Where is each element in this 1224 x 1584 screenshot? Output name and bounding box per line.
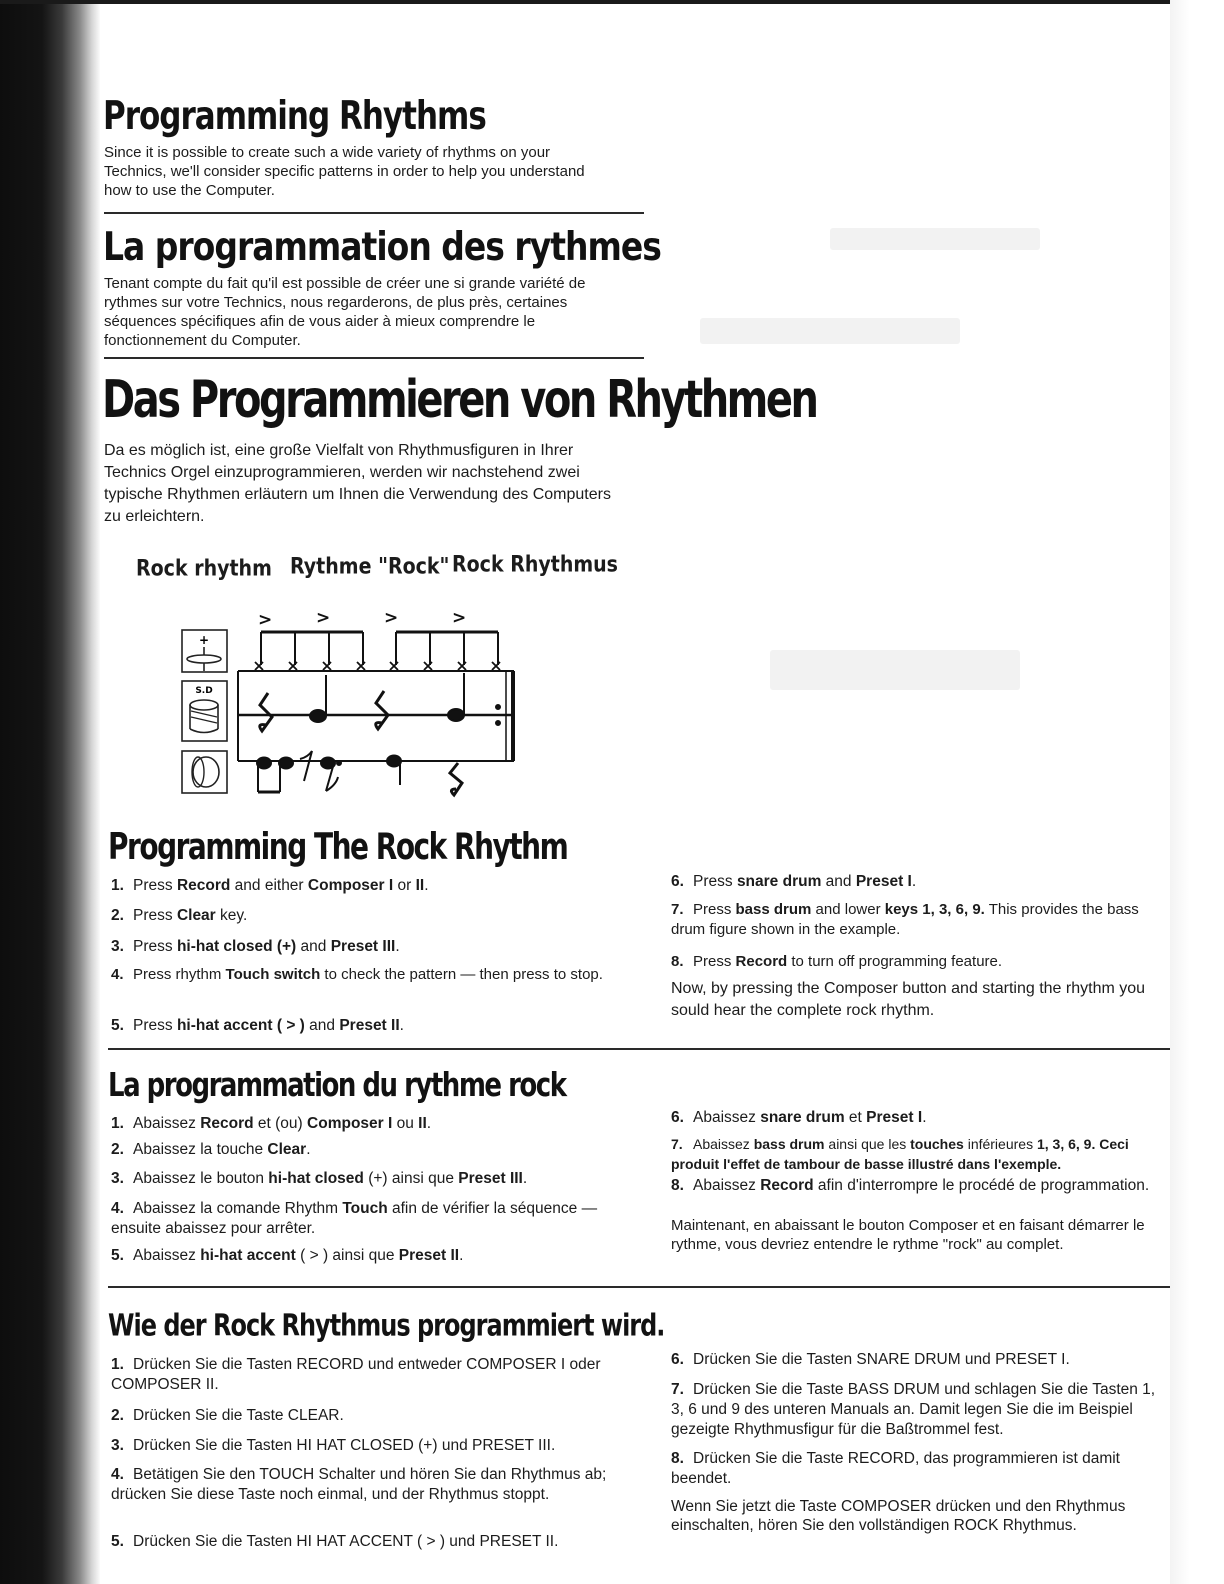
label-rock-rhythmus: Rock Rhythmus	[452, 552, 618, 578]
accent-mark-4: >	[452, 608, 467, 628]
rock-rhythm-notation	[176, 605, 526, 805]
de-step-1: 1. Drücken Sie die Tasten RECORD und entweder COMPOSER I oder COMPOSER II.	[111, 1356, 601, 1393]
heading-programmieren-rhythmen: Das Programmieren von Rhythmen	[102, 370, 817, 430]
svg-text:S.D: S.D	[195, 686, 213, 696]
de-step-8: 8. Drücken Sie die Taste RECORD, das programmieren ist damit beendet.	[671, 1450, 1120, 1487]
en-step-3: 3. Press hi-hat closed (+) and Preset III.	[111, 938, 400, 955]
fr-step-5: 5. Abaissez hi-hat accent ( > ) ainsi que Preset II.	[111, 1247, 464, 1264]
bleed-through-text	[830, 228, 1040, 250]
svg-text:+: +	[198, 633, 210, 647]
heading-wie-rock-rhythmus: Wie der Rock Rhythmus programmiert wird.	[108, 1308, 665, 1343]
scan-top-edge	[0, 0, 1224, 4]
fr-step-2: 2. Abaissez la touche Clear.	[111, 1141, 311, 1158]
de-step-3: 3. Drücken Sie die Tasten HI HAT CLOSED (+) und PRESET III.	[111, 1437, 556, 1454]
bass-drum-notes	[257, 751, 462, 795]
de-step-5: 5. Drücken Sie die Tasten HI HAT ACCENT ( > ) und PRESET II.	[111, 1533, 559, 1550]
bleed-through-text	[770, 650, 1020, 690]
staff	[238, 671, 514, 761]
en-step-6: 6. Press snare drum and Preset I.	[671, 873, 917, 890]
intro-french: Tenant compte du fait qu'il est possible de créer une si grande variété de rythmes sur votre Technics, nous regarderons, de plus près, certaines séquences spécifiques afin de vous aider à mieux comprendre le fonctionnement du Computer.	[104, 275, 586, 349]
accent-mark-3: >	[384, 608, 399, 628]
heading-programmation-rythme-rock: La programmation du rythme rock	[108, 1067, 566, 1105]
intro-english: Since it is possible to create such a wide variety of rhythms on your Technics, we'll consider specific patterns in order to help you understand how to use the Computer.	[104, 144, 585, 199]
hihat-icon	[182, 630, 227, 672]
fr-step-8: 8. Abaissez Record afin d'interrompre le procédé de programmation.	[671, 1177, 1150, 1194]
divider	[108, 1048, 1170, 1050]
de-step-2: 2. Drücken Sie die Taste CLEAR.	[111, 1407, 344, 1424]
intro-german: Da es möglich ist, eine große Vielfalt von Rhythmusfiguren in Ihrer Technics Orgel einzuprogrammieren, werden wir nachstehend zwei typische Rhythmen erläutern um Ihnen die Verwendung des Computers zu erleichtern.	[104, 442, 611, 525]
bleed-through-text	[700, 318, 960, 344]
snare-drum-icon	[182, 681, 227, 741]
fr-step-6: 6. Abaissez snare drum et Preset I.	[671, 1109, 927, 1126]
fr-step-3: 3. Abaissez le bouton hi-hat closed (+) ainsi que Preset III.	[111, 1170, 528, 1187]
fr-closing: Maintenant, en abaissant le bouton Composer et en faisant démarrer le rythme, vous devriez entendre le rythme "rock" au complet.	[671, 1217, 1145, 1253]
scan-right-edge	[1170, 0, 1224, 1584]
fr-step-1: 1. Abaissez Record et (ou) Composer I ou II.	[111, 1115, 432, 1132]
de-closing: Wenn Sie jetzt die Taste COMPOSER drücken und den Rhythmus einschalten, hören Sie den vollständigen ROCK Rhythmus.	[671, 1498, 1126, 1534]
hihat-eighth-notes	[261, 632, 498, 665]
accent-mark-2: >	[316, 608, 331, 628]
heading-programming-rhythms: Programming Rhythms	[103, 94, 486, 139]
snare-notes	[260, 673, 464, 731]
de-step-7: 7. Drücken Sie die Taste BASS DRUM und schlagen Sie die Tasten 1, 3, 6 und 9 des unteren Manuals an. Damit legen Sie die im Beispiel gezeigte Rhythmusfigur für die Baßtrommel fest.	[671, 1381, 1156, 1438]
accent-marks	[258, 608, 466, 630]
en-step-2: 2. Press Clear key.	[111, 907, 248, 924]
en-step-8: 8. Press Record to turn off programming feature.	[671, 953, 1003, 970]
divider	[104, 357, 644, 359]
en-step-7: 7. Press bass drum and lower keys 1, 3, 6, 9. This provides the bass drum figure shown in the example.	[671, 901, 1139, 938]
bass-drum-icon	[182, 751, 227, 793]
divider	[108, 1286, 1170, 1288]
de-step-6: 6. Drücken Sie die Tasten SNARE DRUM und PRESET I.	[671, 1351, 1070, 1368]
heading-programming-rock-rhythm: Programming The Rock Rhythm	[108, 825, 568, 868]
fr-step-7: 7. Abaissez bass drum ainsi que les touches inférieures 1, 3, 6, 9. Ceci produit l'effet de tambour de basse illustré dans l'exemple.	[671, 1136, 1129, 1172]
en-step-5: 5. Press hi-hat accent ( > ) and Preset II.	[111, 1017, 404, 1034]
heading-programmation-rythmes: La programmation des rythmes	[103, 223, 661, 270]
scan-binding-shadow	[0, 0, 100, 1584]
de-step-4: 4. Betätigen Sie den TOUCH Schalter und hören Sie dan Rhythmus ab; drücken Sie diese Taste noch einmal, und der Rhythmus stoppt.	[111, 1466, 607, 1503]
accent-mark-1: >	[258, 610, 273, 630]
en-closing: Now, by pressing the Composer button and starting the rhythm you sould hear the complete rock rhythm.	[671, 980, 1146, 1019]
divider	[104, 212, 644, 214]
label-rock-rhythm: Rock rhythm	[136, 556, 272, 582]
en-step-1: 1. Press Record and either Composer I or II.	[111, 877, 429, 894]
label-rythme-rock: Rythme "Rock"	[290, 554, 450, 580]
fr-step-4: 4. Abaissez la comande Rhythm Touch afin de vérifier la séquence — ensuite abaissez pour arrêter.	[111, 1200, 598, 1237]
en-step-4: 4. Press rhythm Touch switch to check the pattern — then press to stop.	[111, 966, 603, 983]
